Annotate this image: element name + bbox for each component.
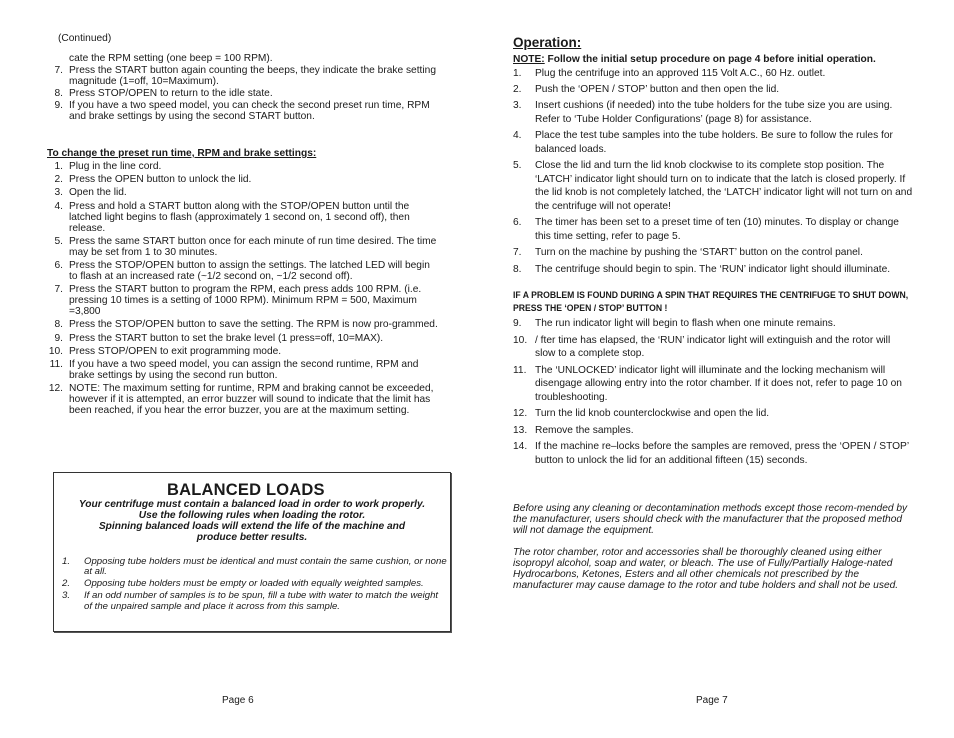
list-item [513, 216, 913, 243]
cleaning-paragraph: Before using any cleaning or decontamination methods except those recom-mended by the manufacturer, users should check with the manufacturer that the proposed method will not damage the equipment. [513, 503, 908, 536]
list-item-number: 7. [513, 247, 522, 259]
list-item-text: Opposing tube holders must be identical and must contain the same cushion, or none at all. [84, 556, 447, 578]
list-item [513, 67, 913, 81]
list-item [47, 346, 439, 357]
continued-label: (Continued) [58, 33, 112, 44]
list-item-number: 11. [513, 364, 527, 376]
problem-warning: IF A PROBLEM IS FOUND DURING A SPIN THAT REQUIRES THE CENTRIFUGE TO SHUT DOWN, PRESS THE ‘OPEN / STOP’ BUTTON ! [513, 290, 909, 314]
list-item-text: Insert cushions (if needed) into the tube holders for the tube size you are using. Refer to ‘Tube Holder Configurations’ (page 8) for assistance. [535, 100, 893, 125]
list-item-number: 2. [54, 174, 63, 186]
list-item-number: 14. [513, 441, 528, 453]
list-item-text: The run indicator light will begin to flash when one minute remains. [535, 318, 836, 330]
list-item-number: 3. [513, 100, 522, 112]
list-item-text: If you have a two speed model, you can check the second preset run time, RPM and brake settings by using the second START button. [69, 100, 430, 122]
note-label: NOTE: [513, 54, 545, 65]
list-item-number: 9. [513, 318, 522, 330]
list-item [47, 236, 439, 258]
list-item [513, 159, 913, 213]
list-item-number: 12. [513, 408, 528, 420]
balanced-intro-line: produce better results. [196, 532, 308, 543]
balanced-intro-line: Use the following rules when loading the rotor. [138, 510, 366, 521]
list-item-text: Close the lid and turn the lid knob clockwise to its complete stop position. The ‘LATCH’ indicator light should turn on to indicate that the latch is closed properly. If the lid knob is not completely latched, the ‘LATCH’ indicator light will not turn on and the centrifuge will not operate! [535, 160, 913, 213]
list-item [47, 359, 439, 381]
list-item-number: 2. [62, 578, 71, 590]
list-item-text: Press the START button to set the brake level (1 press=off, 10=MAX). [69, 332, 384, 344]
list-item-text: Press the STOP/OPEN button to save the setting. The RPM is now pro-grammed. [69, 319, 438, 331]
list-item [47, 174, 439, 185]
list-item-number: 2. [513, 83, 522, 95]
list-item-text: Plug in the line cord. [69, 161, 162, 172]
list-item-number: 9. [54, 100, 63, 111]
setup-note [513, 54, 913, 65]
list-item-number: 7. [54, 284, 63, 296]
list-item [47, 161, 439, 172]
list-item-number: 10. [48, 345, 63, 357]
list-item-text: / fter time has elapsed, the ‘RUN’ indicator light will extinguish and the rotor will slow to a complete stop. [535, 334, 891, 360]
list-item [47, 187, 439, 198]
list-item-text: The timer has been set to a preset time of ten (10) minutes. To display or change this time setting, refer to page 5. [535, 217, 899, 243]
list-item-text: Turn the lid knob counterclockwise and open the lid. [535, 408, 770, 420]
list-item-number: 3. [54, 187, 63, 199]
list-item-number: 8. [54, 319, 63, 331]
balanced-loads-intro [54, 499, 450, 543]
list-item-text: Open the lid. [69, 187, 127, 199]
cleaning-section [513, 503, 913, 602]
operation-heading: Operation: [513, 35, 582, 50]
balanced-loads-rules [62, 557, 447, 614]
list-item [62, 579, 447, 589]
list-item-number: 3. [62, 590, 71, 602]
page-number-left: Page 6 [222, 695, 254, 706]
list-item-text: The centrifuge should begin to spin. The ‘RUN’ indicator light should illuminate. [535, 263, 891, 275]
list-item [62, 591, 447, 612]
list-item-number: 7. [54, 65, 63, 76]
list-item-text: If an odd number of samples is to be spun, fill a tube with water to match the weight of the unpaired sample and place it across from this sample. [84, 590, 439, 612]
list-item-text: Remove the samples. [535, 424, 634, 436]
list-item [513, 407, 913, 421]
list-item-number: 5. [54, 235, 63, 247]
rpm-settings-heading: To change the preset run time, RPM and brake settings: [47, 148, 317, 159]
list-item-text: cate the RPM setting (one beep = 100 RPM). [69, 53, 273, 64]
balanced-intro-line: Spinning balanced loads will extend the life of the machine and [98, 521, 406, 532]
list-item-number: 4. [54, 200, 63, 212]
list-item-text: Press the START button to program the RPM, each press adds 100 RPM. (i.e. pressing 10 times is a setting of 1000 RPM). Minimum RPM = 500, Maximum =3,800 [69, 284, 422, 318]
list-item-text: Opposing tube holders must be empty or loaded with equally weighted samples. [84, 578, 424, 590]
list-item [513, 424, 913, 438]
list-item-text: If the machine re–locks before the samples are removed, press the ‘OPEN / STOP’ button to unlock the lid for an additional fifteen (15) seconds. [535, 441, 909, 466]
list-item [513, 317, 913, 331]
balanced-loads-box [53, 472, 451, 632]
list-item [47, 260, 439, 282]
list-item [47, 319, 439, 330]
list-item-number: 6. [54, 259, 63, 271]
list-item [513, 263, 913, 277]
list-item [47, 284, 439, 317]
list-item-text: Press the OPEN button to unlock the lid. [69, 174, 252, 186]
list-item-text: Press STOP/OPEN to return to the idle state. [69, 88, 273, 99]
list-item-number: 12. [48, 383, 63, 395]
list-item-number: 1. [54, 161, 63, 172]
list-item-number: 1. [513, 67, 522, 79]
list-item [47, 65, 439, 87]
list-item [47, 201, 439, 234]
rpm-settings-list [47, 161, 439, 416]
list-item [513, 99, 913, 126]
list-item-number: 8. [513, 263, 522, 275]
balanced-intro-line: Your centrifuge must contain a balanced load in order to work properly. [78, 499, 426, 510]
page-number-right: Page 7 [696, 695, 728, 706]
list-item-text: Place the test tube samples into the tube holders. Be sure to follow the rules for balanced loads. [535, 130, 893, 155]
list-item [62, 557, 447, 578]
list-item [513, 364, 913, 405]
list-item-number: 1. [62, 556, 71, 567]
right-column [513, 37, 913, 470]
list-item-number: 5. [513, 160, 522, 172]
list-item [513, 83, 913, 97]
list-item [47, 88, 439, 99]
list-item-text: Press the same START button once for each minute of run time desired. The time may be set from 1 to 30 minutes. [69, 235, 437, 258]
list-item [47, 383, 439, 416]
left-column [47, 33, 439, 418]
list-item-text: Push the ‘OPEN / STOP’ button and then open the lid. [535, 83, 780, 95]
list-item-text: Press STOP/OPEN to exit programming mode. [69, 345, 282, 357]
list-item [47, 333, 439, 344]
rpm-check-list [47, 53, 439, 122]
note-text: Follow the initial setup procedure on page 4 before initial operation. [544, 54, 876, 65]
list-item-text: If you have a two speed model, you can assign the second runtime, RPM and brake settings by using the second run button. [69, 358, 419, 381]
list-item [513, 246, 913, 260]
list-item-text: Press the STOP/OPEN button to assign the settings. The latched LED will begin to flash at an increased rate (~1/2 second on, ~1/2 second off). [69, 259, 430, 282]
operation-steps-continued [513, 317, 913, 467]
list-item-number: 4. [513, 130, 522, 142]
list-item-number: 10. [513, 334, 528, 346]
operation-steps [513, 67, 913, 277]
list-item-number: 13. [513, 424, 528, 436]
cleaning-paragraph: The rotor chamber, rotor and accessories shall be thoroughly cleaned using either isopropyl alcohol, soap and water, or bleach. The use of Fully/Partially Haloge-nated Hydrocarbons, Ketones, Esters and all other chemicals not prescribed by the manufacturer may cause damage to the rotor and tube holders and shall not be used. [513, 547, 899, 591]
list-item [47, 100, 439, 122]
list-item [47, 53, 439, 64]
list-item-number: 6. [513, 217, 522, 229]
list-item-text: Press the START button again counting the beeps, they indicate the brake setting magnitude (1=off, 10=Maximum). [69, 65, 436, 87]
balanced-loads-title: BALANCED LOADS [167, 481, 325, 499]
list-item-text: Plug the centrifuge into an approved 115 Volt A.C., 60 Hz. outlet. [535, 67, 826, 79]
list-item-number: 11. [49, 358, 63, 370]
list-item-text: The ‘UNLOCKED’ indicator light will illuminate and the locking mechanism will disengage allowing entry into the rotor chamber. If it does not, refer to page 10 on troubleshooting. [535, 364, 902, 403]
list-item-text: NOTE: The maximum setting for runtime, RPM and braking cannot be exceeded, however if it is attempted, an error buzzer will sound to indicate that the limit has been reached, if you hear the error buzzer, you are at the maximum setting. [69, 383, 434, 417]
list-item-text: Turn on the machine by pushing the ‘START’ button on the control panel. [535, 247, 863, 259]
list-item-number: 9. [54, 332, 63, 344]
list-item [513, 129, 913, 156]
list-item [513, 334, 913, 361]
list-item [513, 440, 913, 467]
list-item-number: 8. [54, 88, 63, 99]
list-item-text: Press and hold a START button along with the STOP/OPEN button until the latched light begins to flash (approximately 1 second on, 1 second off), then release. [69, 200, 410, 234]
